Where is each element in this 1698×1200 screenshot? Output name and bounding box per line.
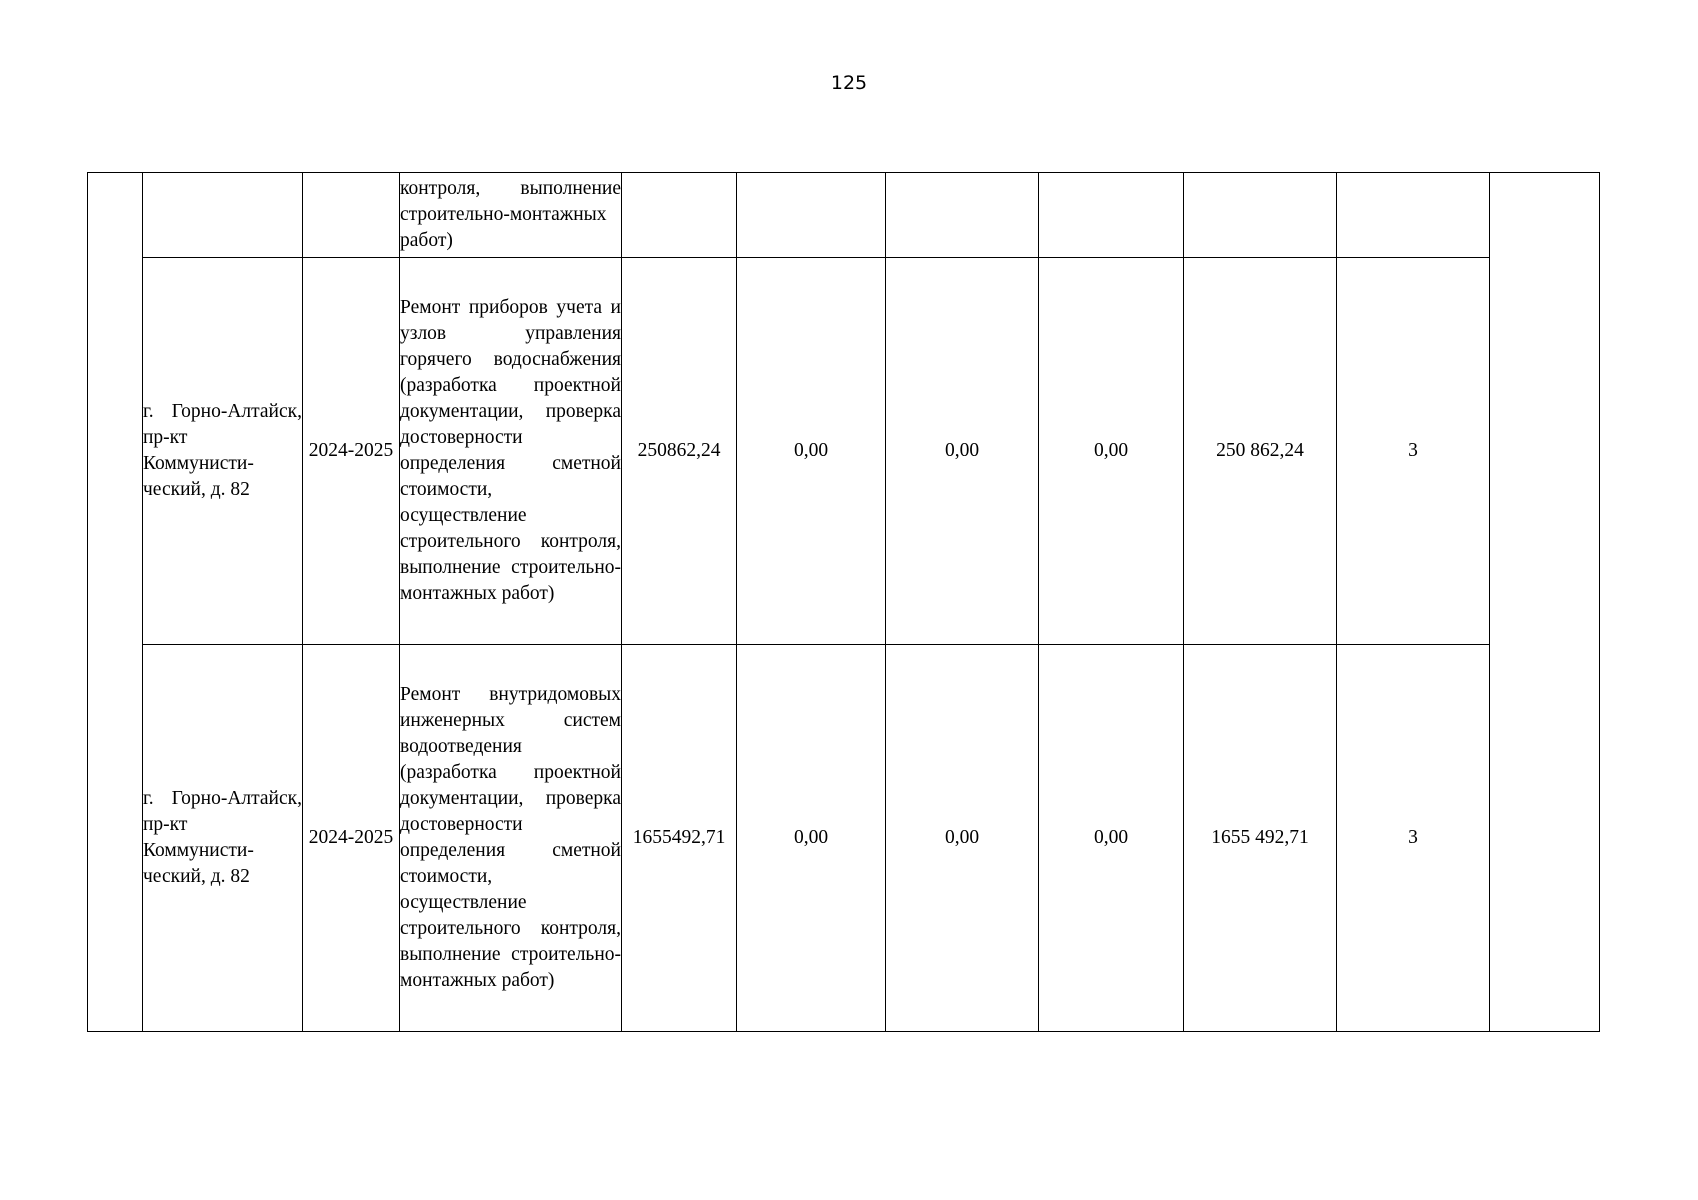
- work-description-cell: контроля, выполнение строительно-монтажных работ): [400, 173, 622, 258]
- fund-2-cell: [886, 173, 1039, 258]
- total-cost-cell: 250862,24: [622, 258, 737, 645]
- total-cost-cell: 1655492,71: [622, 645, 737, 1032]
- period-cell: [303, 173, 400, 258]
- fund-2-cell: 0,00: [886, 645, 1039, 1032]
- period-cell: 2024-2025: [303, 258, 400, 645]
- last-column-cell: [1490, 173, 1600, 1032]
- count-cell: 3: [1337, 645, 1490, 1032]
- table-row: [88, 258, 1600, 645]
- fund-4-cell: [1184, 173, 1337, 258]
- row-number-cell: [88, 173, 143, 1032]
- fund-4-cell: 1655 492,71: [1184, 645, 1337, 1032]
- fund-1-cell: 0,00: [737, 258, 886, 645]
- fund-4-cell: 250 862,24: [1184, 258, 1337, 645]
- address-cell: [143, 173, 303, 258]
- page-number: 125: [830, 72, 868, 94]
- fund-3-cell: 0,00: [1039, 258, 1184, 645]
- total-cost-cell: [622, 173, 737, 258]
- fund-3-cell: [1039, 173, 1184, 258]
- repair-works-table: [87, 172, 1600, 1032]
- work-description-cell: Ремонт внутридомовых инженерных систем водоотведения (разработка проектной документации, проверка достоверности определения сметной стоимости, осуществление строительного контроля, выполнение строительно-монтажных работ): [400, 645, 622, 1032]
- fund-1-cell: [737, 173, 886, 258]
- count-cell: 3: [1337, 258, 1490, 645]
- address-cell: г. Горно-Алтайск, пр-кт Коммунисти-ческий, д. 82: [143, 645, 303, 1032]
- fund-1-cell: 0,00: [737, 645, 886, 1032]
- fund-2-cell: 0,00: [886, 258, 1039, 645]
- count-cell: [1337, 173, 1490, 258]
- fund-3-cell: 0,00: [1039, 645, 1184, 1032]
- address-cell: г. Горно-Алтайск, пр-кт Коммунисти-ческий, д. 82: [143, 258, 303, 645]
- table-row: [88, 173, 1600, 258]
- period-cell: 2024-2025: [303, 645, 400, 1032]
- work-description-cell: Ремонт приборов учета и узлов управления горячего водоснабжения (разработка проектной документации, проверка достоверности определения сметной стоимости, осуществление строительного контроля, выполнение строительно-монтажных работ): [400, 258, 622, 645]
- table-row: [88, 645, 1600, 1032]
